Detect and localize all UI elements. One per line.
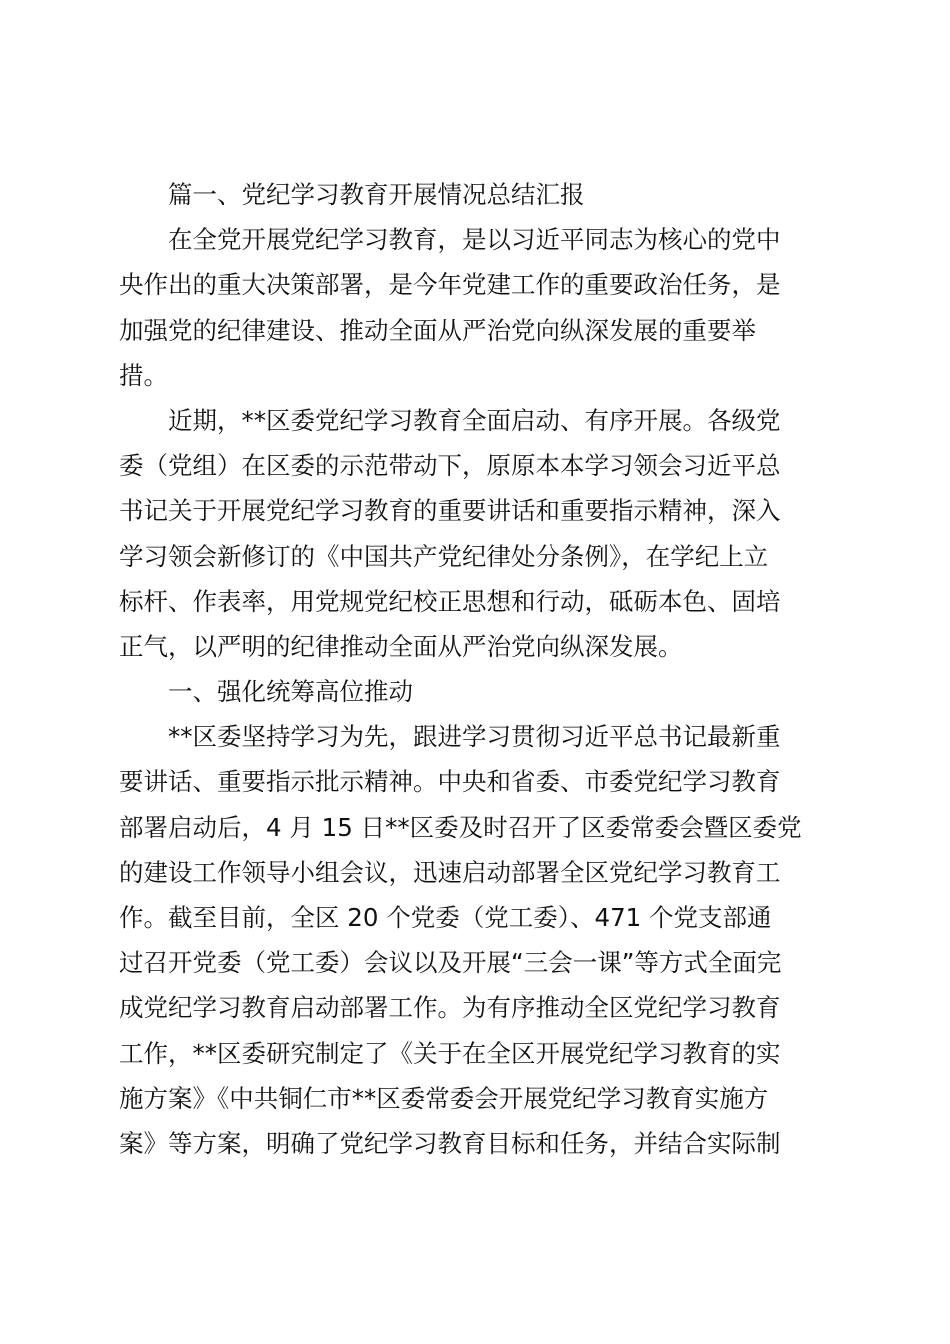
paragraph-line: 施方案》《中共铜仁市**区委常委会开展党纪学习教育实施方 — [119, 1083, 769, 1113]
paragraph-line: 委（党组）在区委的示范带动下，原原本本学习领会习近平总 — [119, 451, 781, 481]
paragraph-line: 正气，以严明的纪律推动全面从严治党向纵深发展。 — [119, 631, 683, 661]
paragraph-line: 要讲话、重要指示批示精神。中央和省委、市委党纪学习教育 — [119, 767, 781, 797]
paragraph-line: 措。 — [119, 360, 168, 390]
paragraph-line: 工作，**区委研究制定了《关于在全区开展党纪学习教育的实 — [119, 1038, 781, 1068]
paragraph-line: **区委坚持学习为先，跟进学习贯彻习近平总书记最新重 — [168, 722, 781, 752]
paragraph-line: 近期，**区委党纪学习教育全面启动、有序开展。各级党 — [168, 405, 781, 435]
paragraph-line: 案》等方案，明确了党纪学习教育目标和任务，并结合实际制 — [119, 1128, 781, 1158]
paragraph-line: 标杆、作表率，用党规党纪校正思想和行动，砥砺本色、固培 — [119, 586, 781, 616]
paragraph-line: 书记关于开展党纪学习教育的重要讲话和重要指示精神，深入 — [119, 496, 781, 526]
paragraph-line: 部署启动后，4 月 15 日**区委及时召开了区委常委会暨区委党 — [119, 812, 802, 842]
paragraph-line: 在全党开展党纪学习教育，是以习近平同志为核心的党中 — [168, 225, 781, 255]
paragraph-line: 的建设工作领导小组会议，迅速启动部署全区党纪学习教育工 — [119, 857, 781, 887]
paragraph-line: 过召开党委（党工委）会议以及开展“三会一课”等方式全面完 — [119, 948, 782, 978]
paragraph-line: 作。截至目前，全区 20 个党委（党工委）、471 个党支部通 — [119, 903, 772, 932]
section-paragraph — [119, 714, 834, 1166]
paragraph-2 — [119, 398, 834, 669]
paragraph-line: 央作出的重大决策部署，是今年党建工作的重要政治任务，是 — [119, 270, 781, 300]
document-body — [119, 172, 834, 1166]
section-heading: 一、强化统筹高位推动 — [168, 677, 413, 707]
paragraph-line: 学习领会新修订的《中国共产党纪律处分条例》，在学纪上立 — [119, 541, 769, 571]
document-title: 篇一、党纪学习教育开展情况总结汇报 — [168, 180, 585, 209]
paragraph-line: 加强党的纪律建设、推动全面从严治党向纵深发展的重要举 — [119, 315, 756, 345]
paragraph-1 — [119, 217, 834, 398]
paragraph-line: 成党纪学习教育启动部署工作。为有序推动全区党纪学习教育 — [119, 993, 781, 1023]
